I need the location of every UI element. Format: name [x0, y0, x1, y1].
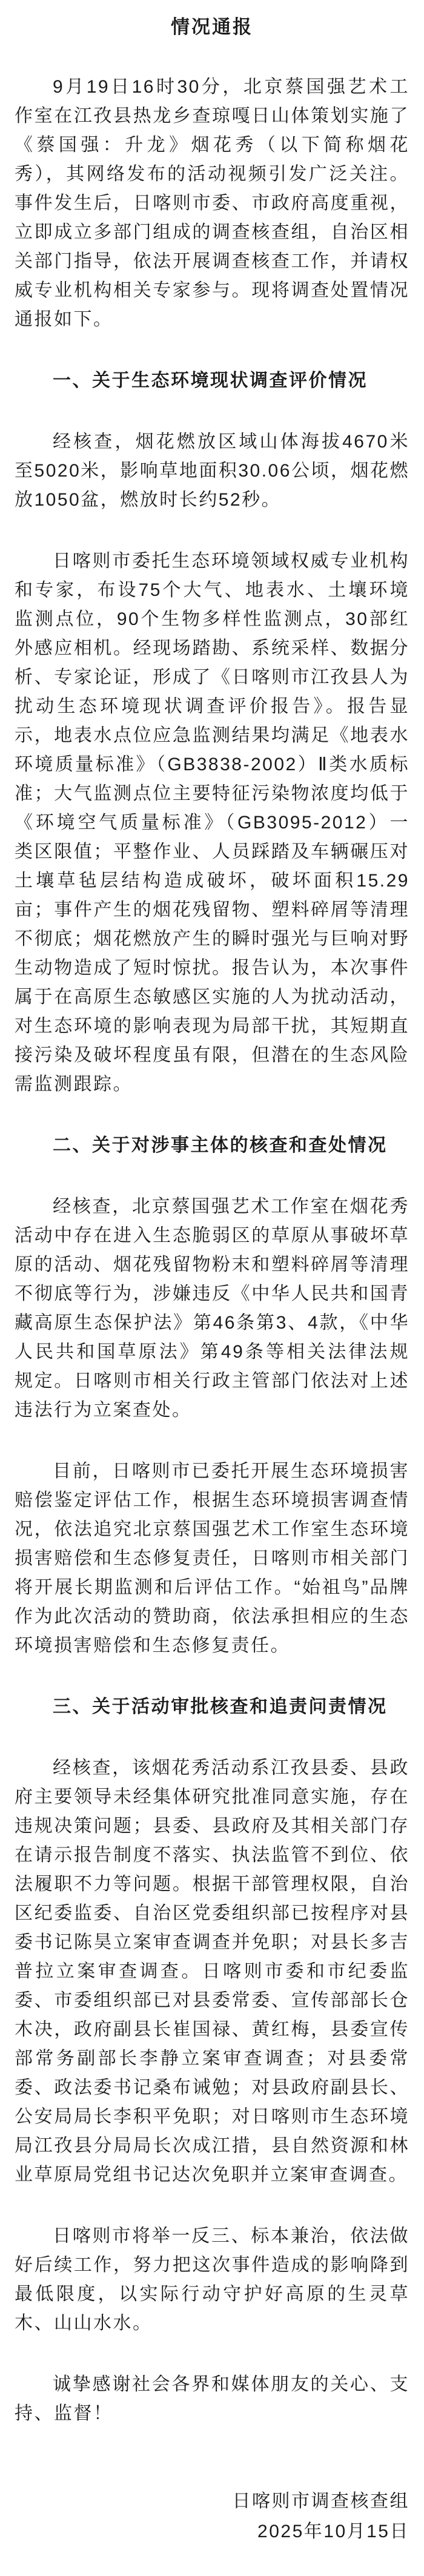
section-2-heading: 二、关于对涉事主体的核查和查处情况: [53, 1135, 388, 1155]
section-2-paragraph-1: 经核查，北京蔡国强艺术工作室在烟花秀活动中存在进入生态脆弱区的草原从事破坏草原的活动、烟花残留物粉末和塑料碎屑等清理不彻底等行为，涉嫌违反《中华人民共和国青藏高原生态保护法》第46条第3、4款，《中华人民共和国草原法》第49条等相关法律法规规定。日喀则市相关行政主管部门依法对上述违法行为立案查处。: [15, 1197, 409, 1420]
section-1-heading: 一、关于生态环境现状调查评价情况: [53, 371, 368, 391]
section-2-paragraph-2: 目前，日喀则市已委托开展生态环境损害赔偿鉴定评估工作，根据生态环境损害调查情况，依法追究北京蔡国强艺术工作室生态环境损害赔偿和生态修复责任，日喀则市相关部门将开展长期监测和后评估工作。“始祖鸟”品牌作为此次活动的赞助商，依法承担相应的生态环境损害赔偿和生态修复责任。: [15, 1461, 409, 1656]
signature-date: 2025年10月15日: [257, 2522, 409, 2541]
closing-paragraph-2: 诚挚感谢社会各界和媒体朋友的关心、支持、监督！: [15, 2374, 409, 2423]
intro-paragraph: 9月19日16时30分，北京蔡国强艺术工作室在江孜县热龙乡查琼嘎日山体策划实施了《蔡国强：升龙》烟花秀（以下简称烟花秀），其网络发布的活动视频引发广泛关注。事件发生后，日喀则市委、市政府高度重视，立即成立多部门组成的调查核查组，自治区相关部门指导，依法开展调查核查工作，并请权威专业机构相关专家参与。现将调查处置情况通报如下。: [15, 77, 409, 329]
section-1-paragraph-1: 经核查，烟花燃放区域山体海拔4670米至5020米，影响草地面积30.06公顷，烟花燃放1050盆，燃放时长约52秒。: [15, 432, 409, 510]
section-3-heading: 三、关于活动审批核查和追责问责情况: [53, 1697, 388, 1717]
section-3-paragraph-1: 经核查，该烟花秀活动系江孜县委、县政府主要领导未经集体研究批准同意实施，存在违规决策问题；县委、县政府及其相关部门存在请示报告制度不落实、执法监管不到位、依法履职不力等问题。根据干部管理权限，自治区纪委监委、自治区党委组织部已按程序对县委书记陈昊立案审查调查并免职；对县长多吉普拉立案审查调查。日喀则市委和市纪委监委、市委组织部已对县委常委、宣传部部长仓木决，政府副县长崔国禄、黄红梅，县委宣传部常务副部长李静立案审查调查；对县委常委、政法委书记桑布诫勉；对县政府副县长、公安局局长李积平免职；对日喀则市生态环境局江孜县分局局长次成江措，县自然资源和林业草原局党组书记达次免职并立案审查调查。: [15, 1758, 409, 2185]
document-title: 情况通报: [171, 16, 253, 38]
closing-paragraph-1: 日喀则市将举一反三、标本兼治，依法做好后续工作，努力把这次事件造成的影响降到最低限度，以实际行动守护好高原的生灵草木、山山水水。: [15, 2226, 409, 2333]
section-1-paragraph-2: 日喀则市委托生态环境领域权威专业机构和专家，布设75个大气、地表水、土壤环境监测点位，90个生物多样性监测点，30部红外感应相机。经现场踏勘、系统采样、数据分析、专家论证，形成了《日喀则市江孜县人为扰动生态环境现状调查评价报告》。报告显示，地表水点位应急监测结果均满足《地表水环境质量标准》（GB3838-2002）Ⅱ类水质标准；大气监测点位主要特征污染物浓度均低于《环境空气质量标准》（GB3095-2012）一类区限值；平整作业、人员踩踏及车辆碾压对土壤草毡层结构造成破坏，破坏面积15.29亩；事件产生的烟花残留物、塑料碎屑等清理不彻底；烟花燃放产生的瞬时强光与巨响对野生动物造成了短时惊扰。报告认为，本次事件属于在高原生态敏感区实施的人为扰动活动，对生态环境的影响表现为局部干扰，其短期直接污染及破坏程度虽有限，但潜在的生态风险需监测跟踪。: [15, 551, 409, 1094]
signature-block: [15, 2486, 409, 2547]
signature-organization: 日喀则市调查核查组: [232, 2491, 409, 2511]
